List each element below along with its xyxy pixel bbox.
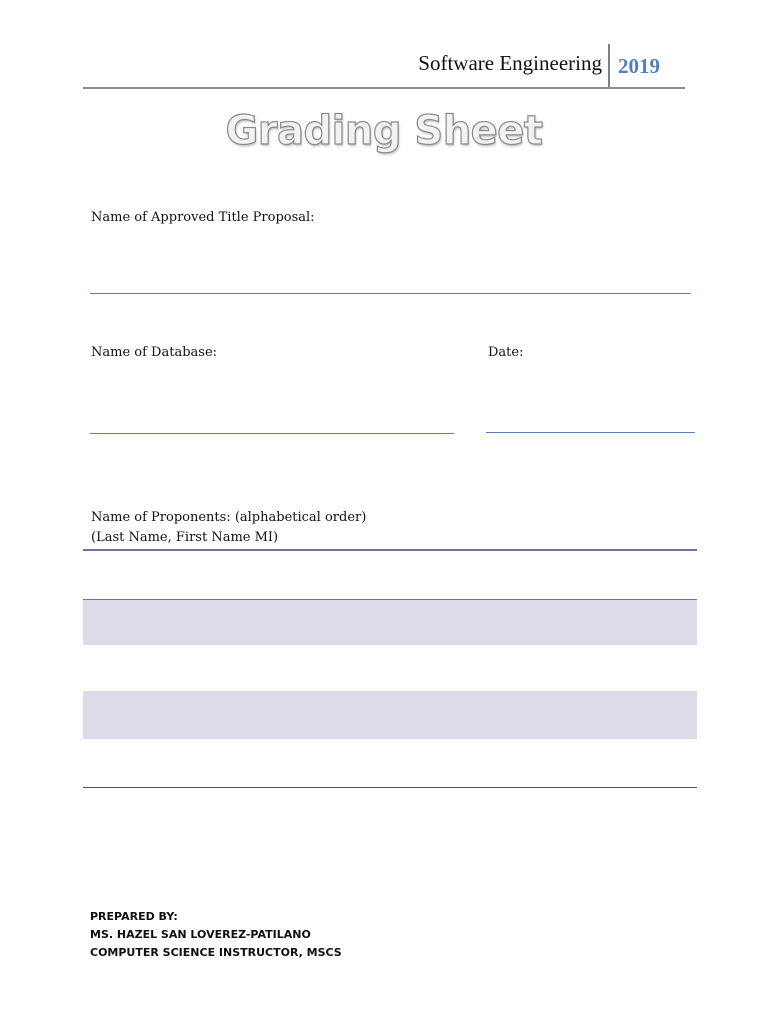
proponent-row[interactable] (83, 739, 697, 788)
course-year: 2019 (618, 54, 660, 78)
preparer-name: MS. HAZEL SAN LOVEREZ-PATILANO (90, 928, 311, 941)
date-field[interactable] (486, 432, 695, 433)
proponents-table (83, 549, 697, 788)
database-field[interactable] (90, 433, 454, 434)
proponent-row[interactable] (83, 600, 697, 645)
date-label: Date: (488, 345, 524, 360)
course-name: Software Engineering (418, 51, 602, 75)
proponent-row[interactable] (83, 551, 697, 600)
title-proposal-field[interactable] (90, 293, 691, 294)
proponents-format-hint: (Last Name, First Name MI) (91, 530, 279, 545)
title-proposal-label: Name of Approved Title Proposal: (91, 210, 315, 225)
proponent-row[interactable] (83, 691, 697, 739)
prepared-by-block (90, 908, 342, 962)
document-title: Grading Sheet (225, 108, 543, 154)
preparer-position: COMPUTER SCIENCE INSTRUCTOR, MSCS (90, 946, 342, 959)
proponent-row[interactable] (83, 645, 697, 691)
header-divider (608, 44, 610, 88)
prepared-by-label: PREPARED BY: (90, 910, 178, 923)
proponents-label: Name of Proponents: (alphabetical order) (91, 510, 367, 525)
database-label: Name of Database: (91, 345, 218, 360)
header-rule (83, 87, 685, 89)
